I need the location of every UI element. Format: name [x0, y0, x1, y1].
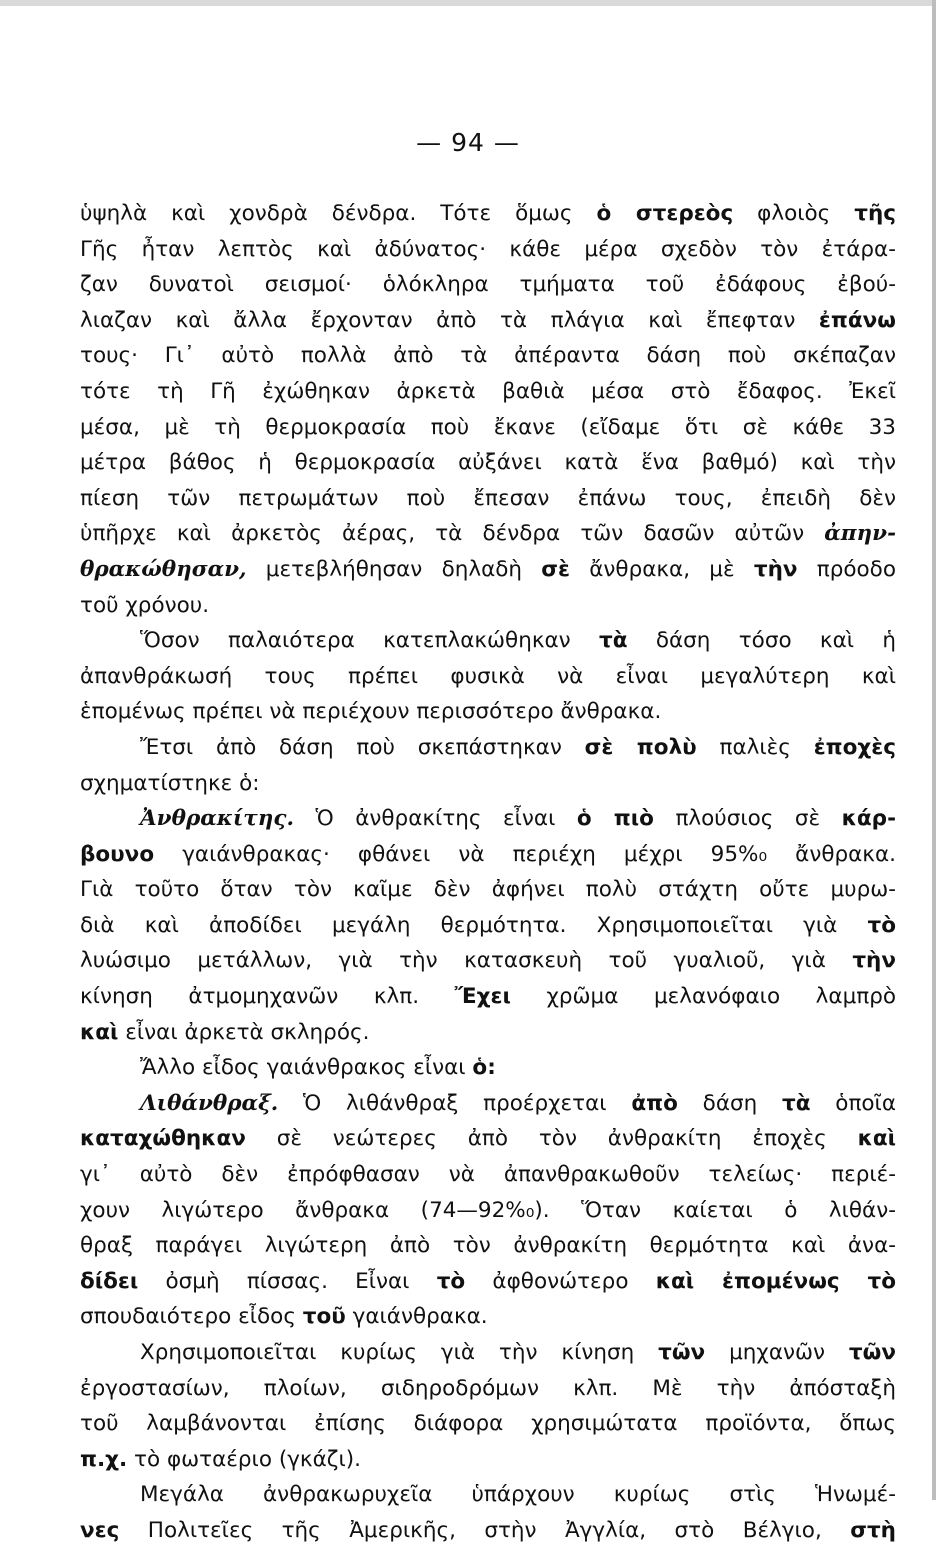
- text-run: γαιάνθρακας· φθάνει νὰ περιέχη μέχρι 95%₀ ἄνθρακα.: [154, 841, 896, 867]
- text-run: λυώσιμο μετάλλων, γιὰ τὴν κατασκευὴ τοῦ γυαλιοῦ, γιὰ: [80, 948, 853, 974]
- text-run: μέσα, μὲ τὴ θερμοκρασία ποὺ ἔκανε (εἴδαμε ὅτι σὲ κάθε 33: [80, 414, 896, 440]
- text-run: καὶ: [857, 1126, 896, 1152]
- text-run: τὴν: [852, 948, 896, 974]
- text-run: σὲ πολὺ: [584, 734, 697, 760]
- text-run: ἄνθρακα, μὲ: [569, 556, 754, 582]
- text-run: γι᾽ αὐτὸ δὲν ἐπρόφθασαν νὰ ἀπανθρακωθοῦν τελείως· περιέ-: [80, 1162, 896, 1188]
- text-run: τὸ: [436, 1268, 466, 1294]
- text-line: [80, 908, 896, 944]
- text-run: Ὁ λιθάνθραξ προέρχεται: [278, 1090, 632, 1116]
- page-number: — 94 —: [416, 128, 520, 157]
- text-run: μετεβλήθησαν δηλαδὴ: [246, 556, 542, 582]
- text-line: [80, 766, 896, 802]
- text-run: ἀπανθράκωσή τους πρέπει φυσικὰ νὰ εἶναι μεγαλύτερη καὶ: [80, 663, 896, 689]
- text-line: [80, 1264, 896, 1300]
- text-line: [80, 588, 896, 624]
- text-run: δάση: [677, 1090, 783, 1116]
- text-line: [80, 552, 896, 588]
- text-run: τότε τὴ Γῆ ἐχώθηκαν ἀρκετὰ βαθιὰ μέσα στὸ ἔδαφος. Ἐκεῖ: [80, 378, 896, 404]
- text-run: ἀπὸ: [631, 1090, 678, 1116]
- text-run: π.χ.: [80, 1446, 128, 1472]
- text-line: [80, 303, 896, 339]
- text-line: [80, 1193, 896, 1229]
- text-run: Χρησιμοποιεῖται κυρίως γιὰ τὴν κίνηση: [140, 1340, 659, 1365]
- text-run: καταχώθηκαν: [80, 1126, 246, 1152]
- text-line: [80, 374, 896, 410]
- text-run: Ἄλλο εἶδος γαιάνθρακος εἶναι: [140, 1055, 473, 1081]
- text-run: τὰ: [782, 1090, 811, 1116]
- text-run: Ἔτσι ἀπὸ δάση ποὺ σκεπάστηκαν: [140, 734, 585, 760]
- text-run: πρόοδο: [797, 556, 896, 582]
- text-run: σπουδαιότερο εἶδος: [80, 1304, 303, 1330]
- text-line: [80, 232, 896, 268]
- text-run: τὸ: [867, 912, 896, 938]
- text-line: [80, 1050, 896, 1086]
- text-line: [80, 516, 896, 552]
- text-run: σχηματίστηκε ὁ:: [80, 770, 260, 796]
- text-run: μέτρα βάθος ἡ θερμοκρασία αὐξάνει κατὰ ἕνα βαθμό) καὶ τὴν: [80, 450, 896, 476]
- text-run: εἶναι ἀρκετὰ σκληρός.: [118, 1019, 370, 1045]
- text-line: [80, 1371, 896, 1407]
- text-run: Γιὰ τοῦτο ὅταν τὸν καῖμε δὲν ἀφήνει πολὺ στάχτη οὔτε μυρω-: [80, 877, 896, 903]
- text-run: ἐργοστασίων, πλοίων, σιδηροδρόμων κλπ. Μὲ τὴν ἀπόσταξὴ: [80, 1375, 896, 1401]
- text-line: [80, 837, 896, 873]
- text-run: βουνο: [80, 841, 155, 867]
- text-run: Ἀνθρακίτης.: [140, 806, 294, 832]
- text-run: δίδει: [80, 1268, 139, 1294]
- text-line: [80, 1513, 896, 1549]
- text-run: καὶ ἐπομένως τὸ: [655, 1268, 896, 1294]
- text-line: [80, 659, 896, 695]
- text-line: [80, 979, 896, 1015]
- text-run: ἐπάνω: [818, 307, 896, 333]
- text-run: ἀφθονώτερο: [465, 1268, 656, 1294]
- text-run: παλιὲς: [696, 734, 814, 760]
- text-run: γαιάνθρακα.: [345, 1304, 488, 1330]
- text-line: [80, 1228, 896, 1264]
- text-run: λιαζαν καὶ ἄλλα ἔρχονταν ἀπὸ τὰ πλάγια καὶ ἔπεφταν: [80, 307, 819, 333]
- text-run: καὶ: [80, 1019, 119, 1045]
- text-run: Πολιτεῖες τῆς Ἀμερικῆς, στὴν Ἀγγλία, στὸ Βέλγιο,: [119, 1517, 851, 1543]
- text-line: [80, 1299, 896, 1335]
- text-line: [80, 943, 896, 979]
- text-line: [80, 1157, 896, 1193]
- text-line: [80, 872, 896, 908]
- page-right-edge: [932, 0, 936, 1500]
- text-run: τὸ φωταέριο (γκάζι).: [127, 1446, 361, 1472]
- text-line: [80, 410, 896, 446]
- text-run: ἐποχὲς: [813, 734, 896, 760]
- text-body: [80, 196, 896, 1549]
- text-line: [80, 623, 896, 659]
- text-run: ὑπῆρχε καὶ ἀρκετὸς ἀέρας, τὰ δένδρα τῶν δασῶν αὐτῶν: [80, 521, 825, 547]
- text-run: διὰ καὶ ἀποδίδει μεγάλη θερμότητα. Χρησιμοποιεῖται γιὰ: [80, 912, 868, 938]
- text-run: χρῶμα μελανόφαιο λαμπρὸ: [510, 984, 896, 1010]
- text-run: Ὁ ἀνθρακίτης εἶναι: [293, 806, 577, 832]
- text-run: Μεγάλα ἀνθρακωρυχεῖα ὑπάρχουν κυρίως στὶς Ἡνωμέ-: [140, 1482, 896, 1508]
- text-run: σὲ: [541, 556, 570, 582]
- text-run: πίεση τῶν πετρωμάτων ποὺ ἔπεσαν ἐπάνω τους, ἐπειδὴ δὲν: [80, 485, 896, 511]
- page-top-edge: [0, 0, 936, 6]
- text-line: [80, 801, 896, 837]
- text-line: [80, 1335, 896, 1371]
- text-run: σὲ νεώτερες ἀπὸ τὸν ἀνθρακίτη ἐποχὲς: [245, 1126, 858, 1152]
- text-line: [80, 338, 896, 374]
- text-run: νες: [80, 1517, 120, 1543]
- text-run: τοῦ λαμβάνονται ἐπίσης διάφορα χρησιμώτατα προϊόντα, ὅπως: [80, 1411, 896, 1437]
- text-line: [80, 1086, 896, 1122]
- text-run: τῆς: [854, 201, 896, 226]
- text-run: πλούσιος σὲ: [653, 806, 842, 832]
- text-run: στὴ: [850, 1517, 896, 1543]
- text-run: θραξ παράγει λιγώτερη ἀπὸ τὸν ἀνθρακίτη θερμότητα καὶ ἀνα-: [80, 1233, 896, 1259]
- text-run: Ὅσον παλαιότερα κατεπλακώθηκαν: [140, 628, 599, 654]
- text-line: [80, 445, 896, 481]
- text-line: [80, 1015, 896, 1051]
- text-line: [80, 481, 896, 517]
- text-run: τῶν: [848, 1340, 896, 1365]
- text-run: τὴν: [753, 556, 798, 582]
- text-run: ὑψηλὰ καὶ χονδρὰ δένδρα. Τότε ὅμως: [80, 201, 597, 226]
- text-run: Γῆς ἦταν λεπτὸς καὶ ἀδύνατος· κάθε μέρα σχεδὸν τὸν ἐτάρα-: [80, 236, 896, 262]
- text-line: [80, 1121, 896, 1157]
- text-run: ἀπην-: [824, 521, 896, 547]
- text-run: Λιθάνθραξ.: [140, 1090, 279, 1116]
- text-run: τους· Γι᾽ αὐτὸ πολλὰ ἀπὸ τὰ ἀπέραντα δάση ποὺ σκέπαζαν: [80, 343, 896, 369]
- text-line: [80, 1477, 896, 1513]
- text-line: [80, 267, 896, 303]
- text-run: χουν λιγώτερο ἄνθρακα (74—92%₀). Ὅταν καίεται ὁ λιθάν-: [80, 1197, 896, 1223]
- text-run: τοῦ χρόνου.: [80, 592, 210, 618]
- text-line: [80, 196, 896, 232]
- text-run: τὰ: [599, 628, 628, 654]
- text-run: μηχανῶν: [705, 1340, 849, 1365]
- text-run: ὁποῖα: [810, 1090, 896, 1116]
- text-line: [80, 1442, 896, 1478]
- text-run: κίνηση ἀτμομηχανῶν κλπ.: [80, 984, 455, 1010]
- text-run: ζαν δυνατοὶ σεισμοί· ὁλόκληρα τμήματα τοῦ ἐδάφους ἐβού-: [80, 272, 896, 298]
- text-run: ὁ πιὸ: [576, 806, 654, 832]
- text-run: τοῦ: [302, 1304, 346, 1330]
- text-line: [80, 730, 896, 766]
- text-run: ὁ:: [472, 1055, 496, 1081]
- text-run: κάρ-: [841, 806, 896, 832]
- text-run: δάση τόσο καὶ ἡ: [627, 628, 896, 654]
- text-run: ἑπομένως πρέπει νὰ περιέχουν περισσότερο ἄνθρακα.: [80, 699, 662, 725]
- text-run: φλοιὸς: [733, 201, 855, 226]
- text-line: [80, 694, 896, 730]
- text-run: ὀσμὴ πίσσας. Εἶναι: [138, 1268, 437, 1294]
- text-line: [80, 1406, 896, 1442]
- text-run: θρακώθησαν,: [80, 556, 247, 582]
- text-run: τῶν: [658, 1340, 706, 1365]
- text-run: ὁ στερεὸς: [596, 201, 734, 226]
- text-run: Ἔχει: [454, 984, 511, 1010]
